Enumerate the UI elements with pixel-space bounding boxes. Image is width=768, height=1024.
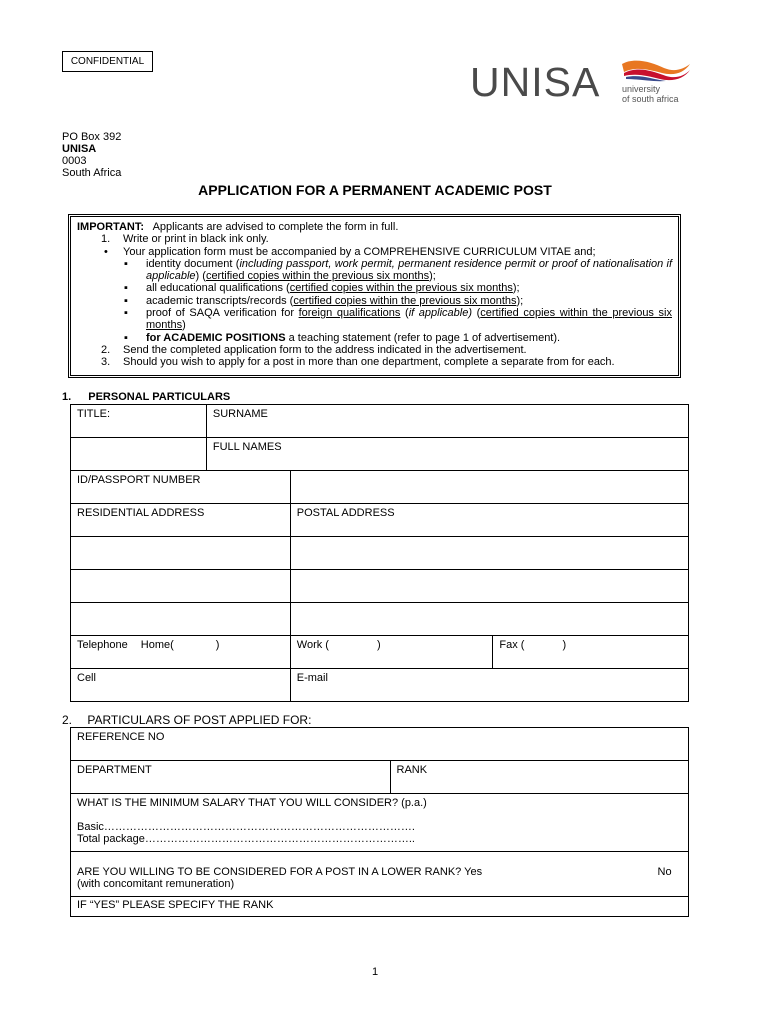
postal-address-field[interactable] — [290, 504, 688, 537]
email-field[interactable] — [290, 669, 688, 702]
residential-address-field[interactable] — [71, 504, 291, 537]
sub-item-underline: certified copies within the previous six months — [293, 294, 517, 307]
residential-address-line[interactable] — [71, 603, 291, 636]
sub-item-text: ) ( — [195, 270, 206, 283]
sub-item-italic: including passport, work permit, permanent residence permit or proof of nationalisation if applicable — [146, 257, 673, 283]
full-names-field[interactable] — [206, 438, 688, 471]
field-label: TITLE: — [77, 408, 111, 420]
sub-item-text: ) — [182, 319, 186, 332]
sub-item-underline: foreign qualifications — [298, 307, 401, 320]
section1-heading — [62, 391, 230, 403]
field-label: Fax ( — [499, 639, 525, 651]
square-bullet-icon: ▪ — [124, 294, 128, 307]
address-line: PO Box 392 — [62, 131, 122, 143]
field-label: ARE YOU WILLING TO BE CONSIDERED FOR A POST IN A LOWER RANK? Yes — [77, 866, 483, 878]
surname-field[interactable] — [206, 405, 688, 438]
lower-rank-field[interactable] — [71, 852, 689, 897]
square-bullet-icon: ▪ — [124, 282, 128, 295]
confidential-label: CONFIDENTIAL — [62, 51, 153, 72]
important-notice-box — [68, 214, 681, 378]
fax-field[interactable] — [493, 636, 689, 669]
cell-field[interactable] — [71, 669, 291, 702]
instruction-item: Should you wish to apply for a post in more than one department, complete a separate from for each. — [123, 356, 615, 369]
sub-item-text: ); — [429, 270, 436, 283]
sub-item-text: ); — [512, 282, 520, 295]
logo-tagline: university of south africa — [622, 84, 679, 104]
field-label: Telephone — [77, 639, 128, 651]
field-label: ID/PASSPORT NUMBER — [77, 474, 201, 486]
address-line: South Africa — [62, 167, 122, 179]
page-title: APPLICATION FOR A PERMANENT ACADEMIC POST — [198, 182, 552, 198]
post-particulars-table — [70, 727, 689, 917]
field-label: IF “YES” PLEASE SPECIFY THE RANK — [77, 899, 274, 911]
section-title: PARTICULARS OF POST APPLIED FOR: — [87, 713, 312, 727]
sub-item-text: all educational qualifications ( — [146, 282, 290, 295]
sub-item-underline: certified copies within the previous six months — [205, 270, 430, 283]
sub-item-text: a teaching statement (refer to page 1 of advertisement). — [285, 331, 561, 344]
id-passport-label-cell — [71, 471, 291, 504]
section-title: PERSONAL PARTICULARS — [88, 391, 231, 403]
postal-address-block — [62, 131, 121, 179]
postal-address-line[interactable] — [290, 603, 688, 636]
field-label: REFERENCE NO — [77, 731, 165, 743]
department-field[interactable] — [71, 761, 391, 794]
list-number: 1. — [101, 233, 111, 246]
instruction-item: Your application form must be accompanied by a COMPREHENSIVE CURRICULUM VITAE and; — [123, 245, 596, 258]
field-label: ) — [562, 639, 567, 651]
sub-item-bold: for ACADEMIC POSITIONS — [146, 331, 286, 344]
sub-item-text: identity document ( — [146, 257, 240, 270]
field-label: WHAT IS THE MINIMUM SALARY THAT YOU WILL CONSIDER? (p.a.) — [77, 797, 427, 809]
square-bullet-icon: ▪ — [124, 257, 128, 270]
field-note: (with concomitant remuneration) — [77, 878, 235, 890]
section-number: 1. — [62, 391, 72, 403]
logo-flame-icon — [622, 60, 690, 82]
sub-item-underline: certified copies within the previous six months — [146, 307, 672, 332]
unisa-logo — [470, 58, 692, 106]
field-label: Home( — [140, 639, 174, 651]
postal-address-line[interactable] — [290, 570, 688, 603]
field-label: ) — [215, 639, 220, 651]
total-package-line: Total package……………………………………………………………….. — [77, 833, 415, 845]
field-label: Cell — [77, 672, 96, 684]
sub-item-text: ( — [400, 307, 409, 320]
no-option-label[interactable]: No — [657, 866, 672, 878]
section-number: 2. — [62, 713, 73, 727]
sub-item-text: academic transcripts/records ( — [146, 294, 294, 307]
square-bullet-icon: ▪ — [124, 331, 128, 344]
field-label: RANK — [396, 764, 428, 776]
field-label: E-mail — [296, 672, 328, 684]
field-label: SURNAME — [212, 408, 268, 420]
logo-wordmark: UNISA — [470, 59, 601, 105]
field-label: POSTAL ADDRESS — [296, 507, 395, 519]
field-label: Work ( — [296, 639, 329, 651]
field-label: DEPARTMENT — [77, 764, 152, 776]
reference-no-field[interactable] — [71, 728, 689, 761]
sub-item-text: ( — [471, 307, 481, 320]
basic-salary-line: Basic…………………………………………………………………………. — [77, 821, 415, 833]
bullet-icon: • — [104, 245, 108, 258]
field-label: ) — [376, 639, 381, 651]
sub-item-text: proof of SAQA verification for — [146, 307, 299, 320]
field-label: RESIDENTIAL ADDRESS — [77, 507, 205, 519]
important-label: IMPORTANT: — [77, 221, 145, 233]
address-line: 0003 — [62, 155, 87, 167]
title-field[interactable] — [71, 405, 207, 438]
sub-item-italic: if applicable) — [408, 307, 472, 320]
page-number: 1 — [371, 966, 379, 978]
telephone-home-field[interactable] — [71, 636, 291, 669]
sub-item-underline: certified copies within the previous six months — [289, 282, 513, 295]
important-intro: Applicants are advised to complete the form in full. — [152, 221, 399, 233]
id-passport-field[interactable] — [290, 471, 688, 504]
rank-field[interactable] — [390, 761, 688, 794]
minimum-salary-field[interactable] — [71, 794, 689, 852]
list-number: 2. — [101, 343, 111, 356]
personal-particulars-table — [70, 404, 689, 702]
section2-heading — [62, 713, 311, 727]
address-line: UNISA — [62, 143, 97, 155]
residential-address-line[interactable] — [71, 537, 291, 570]
postal-address-line[interactable] — [290, 537, 688, 570]
instruction-item: Send the completed application form to the address indicated in the advertisement. — [123, 343, 527, 356]
instruction-item: Write or print in black ink only. — [123, 233, 269, 246]
title-field-cont[interactable] — [71, 438, 207, 471]
square-bullet-icon: ▪ — [124, 307, 128, 320]
residential-address-line[interactable] — [71, 570, 291, 603]
sub-item-text: ); — [516, 294, 524, 307]
work-phone-field[interactable] — [290, 636, 493, 669]
specify-rank-field[interactable] — [71, 897, 689, 917]
field-label: FULL NAMES — [212, 441, 282, 453]
list-number: 3. — [101, 356, 111, 369]
